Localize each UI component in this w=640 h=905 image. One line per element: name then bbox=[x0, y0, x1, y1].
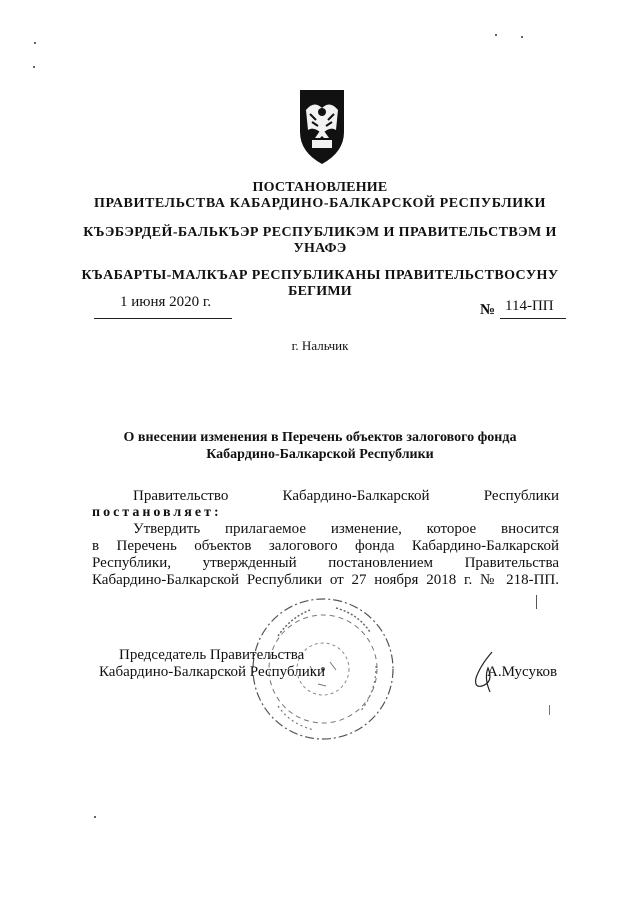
org-name-kabardian-line2: УНАФЭ bbox=[293, 241, 347, 256]
resolution-text-line2: в Перечень объектов залогового фонда Кабардино-Балкарской bbox=[92, 538, 559, 554]
scan-mark-line bbox=[536, 595, 537, 609]
scan-speck bbox=[33, 66, 35, 68]
scan-speck bbox=[495, 34, 497, 36]
date-underline bbox=[94, 318, 232, 319]
number-sign: № bbox=[480, 302, 496, 318]
scan-speck bbox=[94, 816, 96, 818]
scan-mark-line bbox=[549, 705, 550, 715]
signatory-title-line1: Председатель Правительства bbox=[119, 647, 305, 663]
org-name-russian: ПРАВИТЕЛЬСТВА КАБАРДИНО-БАЛКАРСКОЙ РЕСПУБЛИКИ bbox=[93, 196, 547, 211]
scan-speck bbox=[521, 36, 523, 38]
org-name-kabardian-line1: КЪЭБЭРДЕЙ-БАЛЬКЪЭР РЕСПУБЛИКЭМ И ПРАВИТЕЛЬСТВЭМ И bbox=[83, 225, 557, 240]
signatory-name: А.Мусуков bbox=[487, 664, 558, 680]
resolution-text-line3: Республики, утвержденный постановлением Правительства bbox=[92, 555, 559, 571]
city-name: г. Нальчик bbox=[291, 338, 349, 353]
resolution-text-line4: Кабардино-Балкарской Республики от 27 ноября 2018 г. № 218-ПП. bbox=[92, 572, 559, 588]
resolution-verb: постановляет: bbox=[92, 505, 222, 520]
document-title-line1: О внесении изменения в Перечень объектов залогового фонда bbox=[123, 430, 517, 445]
document-title-line2: Кабардино-Балкарской Республики bbox=[206, 447, 434, 462]
document-type: ПОСТАНОВЛЕНИЕ bbox=[252, 180, 388, 195]
resolution-intro-line: Правительство Кабардино-Балкарской Республики bbox=[133, 488, 559, 504]
number-underline bbox=[500, 318, 566, 319]
scan-speck bbox=[34, 42, 36, 44]
org-name-karachay-line2: БЕГИМИ bbox=[288, 284, 352, 299]
org-name-karachay-line1: КЪАБАРТЫ-МАЛКЪАР РЕСПУБЛИКАНЫ ПРАВИТЕЛЬСТВОСУНУ bbox=[81, 268, 559, 283]
document-number: 114-ПП bbox=[505, 298, 554, 314]
resolution-text-line1: Утвердить прилагаемое изменение, которое вносится bbox=[133, 521, 559, 537]
coat-of-arms-emblem bbox=[296, 86, 348, 166]
signatory-title-line2: Кабардино-Балкарской Республики bbox=[99, 664, 326, 680]
document-date: 1 июня 2020 г. bbox=[120, 294, 212, 310]
